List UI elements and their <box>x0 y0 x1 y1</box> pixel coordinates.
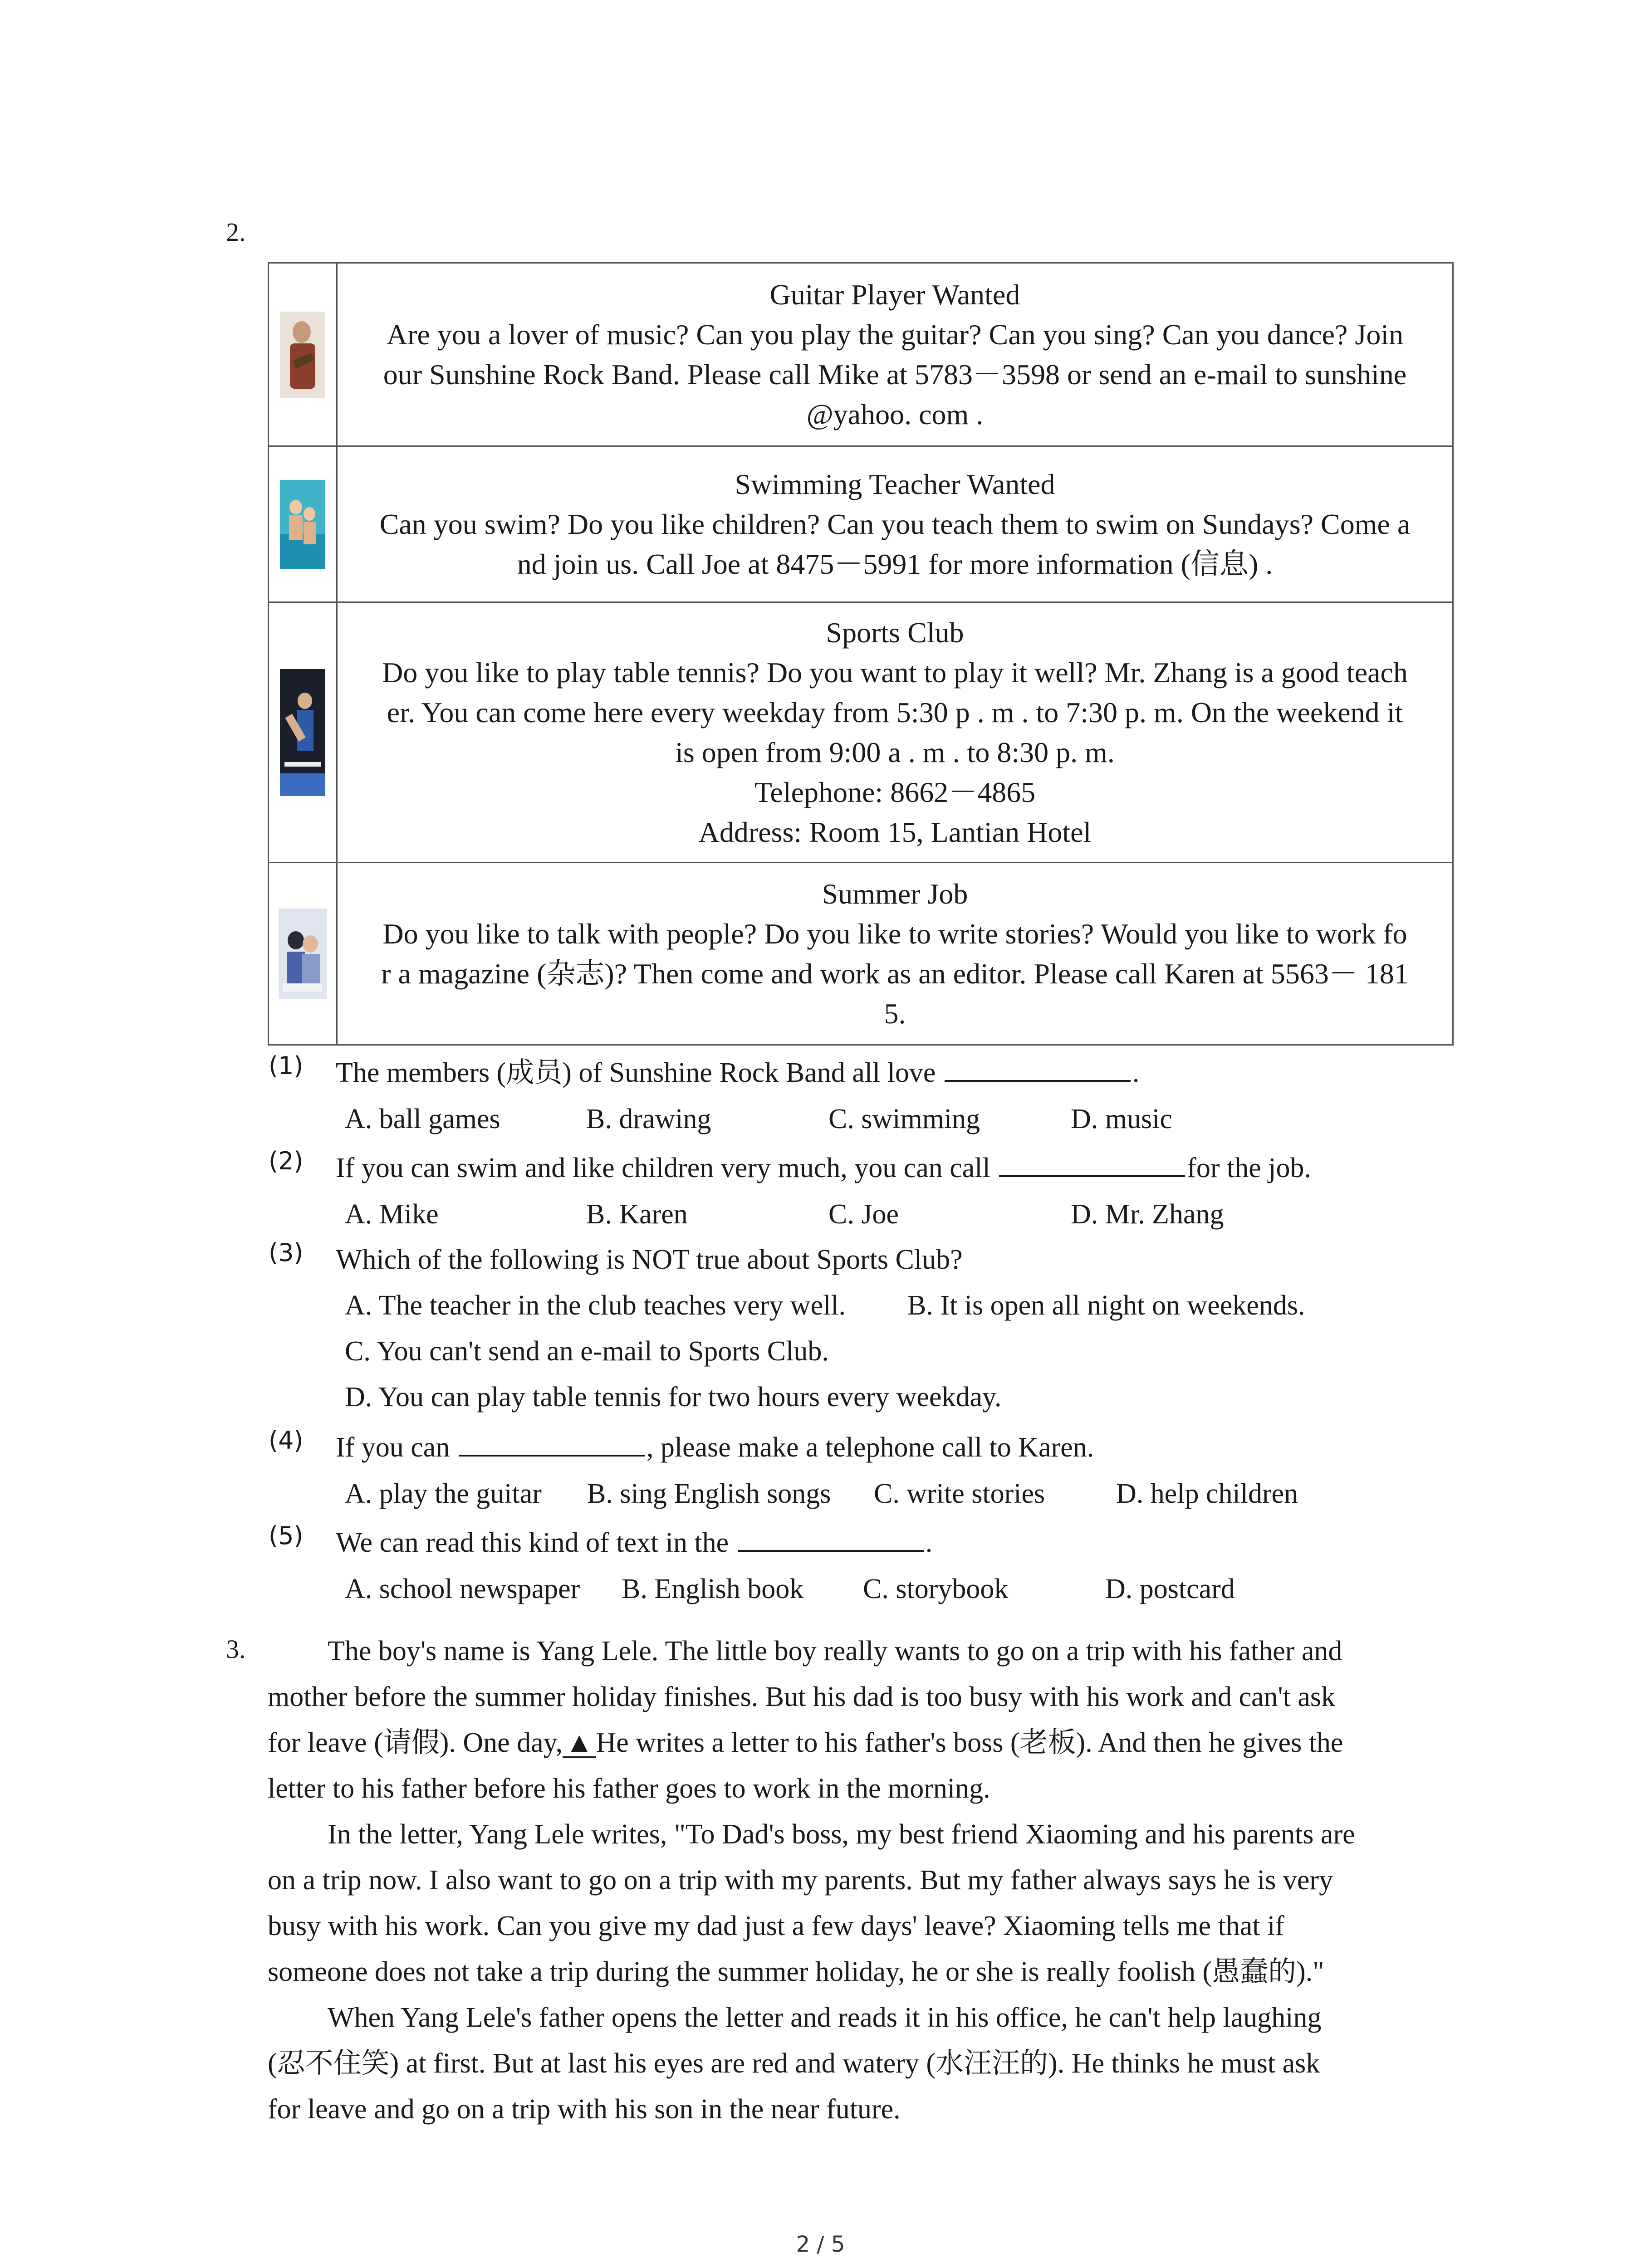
options-row <box>345 1283 1434 1328</box>
subquestion-number: (3) <box>269 1238 304 1267</box>
ad-row-sports-club <box>269 602 1453 863</box>
question-3-number: 3. <box>226 1634 246 1664</box>
option-b[interactable]: B. sing English songs <box>587 1478 831 1509</box>
options-row <box>345 1329 1434 1374</box>
guitar-player-photo-icon <box>280 312 325 398</box>
options-row <box>345 1374 1434 1420</box>
ad-body-guitar <box>337 263 1453 446</box>
ad-line: nd join us. Call Joe at 8475－5991 for more information (信息) . <box>517 547 1273 580</box>
reading-passage <box>268 1628 1465 2132</box>
ad-photo-cell <box>269 602 337 863</box>
option-d[interactable]: D. postcard <box>1105 1574 1235 1604</box>
passage-line: mother before the summer holiday finishes. But his dad is too busy with his work and can't ask <box>268 1681 1336 1712</box>
option-a[interactable]: A. Mike <box>345 1199 439 1230</box>
option-c[interactable]: C. Joe <box>828 1199 899 1230</box>
passage-line: (忍不住笑) at first. But at last his eyes are red and watery (水汪汪的). He thinks he must ask <box>268 2048 1320 2079</box>
option-d[interactable]: D. You can play table tennis for two hours every weekday. <box>345 1382 1002 1413</box>
stem-text: If you can swim and like children very much, you can call <box>336 1153 990 1183</box>
subquestion-stem <box>336 1520 932 1565</box>
question-2-number: 2. <box>226 217 246 247</box>
option-c[interactable]: C. You can't send an e-mail to Sports Club. <box>345 1336 829 1367</box>
ad-line: Telephone: 8662－4865 <box>754 776 1036 808</box>
triangle-blank[interactable]: ▲ <box>563 1729 596 1758</box>
option-a[interactable]: A. ball games <box>345 1104 500 1134</box>
options-row <box>345 1096 1434 1142</box>
option-d[interactable]: D. music <box>1071 1104 1172 1134</box>
ad-line: is open from 9:00 a . m . to 8:30 p. m. <box>675 736 1115 768</box>
ad-body-sports-club <box>337 602 1453 863</box>
passage-text: for leave (请假). One day, <box>268 1727 563 1758</box>
ad-line: @yahoo. com . <box>806 398 984 430</box>
option-b[interactable]: B. drawing <box>586 1104 711 1134</box>
ad-body-swimming <box>337 446 1453 602</box>
stem-text: The members (成员) of Sunshine Rock Band all love <box>336 1057 936 1088</box>
page-number: 2 / 5 <box>796 2232 845 2257</box>
ad-line: r a magazine (杂志)? Then come and work as an editor. Please call Karen at 5563－ 181 <box>381 957 1409 990</box>
ad-title: Guitar Player Wanted <box>769 278 1020 311</box>
ad-photo-cell <box>269 446 337 602</box>
table-tennis-photo-icon <box>280 669 325 796</box>
subquestion-stem: Which of the following is NOT true about Sports Club? <box>336 1244 963 1275</box>
passage-line: The boy's name is Yang Lele. The little boy really wants to go on a trip with his father and <box>328 1636 1342 1667</box>
stem-text: If you can <box>336 1432 450 1463</box>
ad-row-summer-job <box>269 863 1453 1045</box>
passage-line: When Yang Lele's father opens the letter and reads it in his office, he can't help laughing <box>328 2002 1322 2033</box>
ad-line: our Sunshine Rock Band. Please call Mike at 5783－3598 or send an e-mail to sunshine <box>383 358 1407 391</box>
options-row <box>345 1192 1434 1237</box>
option-b[interactable]: B. It is open all night on weekends. <box>907 1290 1305 1321</box>
option-b[interactable]: B. Karen <box>586 1199 688 1230</box>
stem-text: We can read this kind of text in the <box>336 1527 729 1558</box>
ad-title: Swimming Teacher Wanted <box>735 468 1055 500</box>
ad-line: Address: Room 15, Lantian Hotel <box>698 816 1092 848</box>
ad-body-summer-job <box>337 863 1453 1045</box>
answer-blank[interactable] <box>738 1522 924 1552</box>
option-a[interactable]: A. school newspaper <box>345 1574 580 1604</box>
ad-title: Sports Club <box>826 616 964 649</box>
ad-row-guitar <box>269 263 1453 446</box>
ad-line: 5. <box>884 997 906 1030</box>
passage-line: on a trip now. I also want to go on a trip with my parents. But my father always says he is very <box>268 1865 1333 1896</box>
answer-blank[interactable] <box>999 1147 1185 1177</box>
passage-line <box>268 1720 1465 1766</box>
stem-text: , please make a telephone call to Karen. <box>646 1432 1094 1463</box>
subquestion-stem <box>336 1145 1311 1191</box>
answer-blank[interactable] <box>459 1427 645 1457</box>
option-b[interactable]: B. English book <box>622 1574 804 1604</box>
swimming-photo-icon <box>280 480 325 569</box>
subquestion-stem <box>336 1425 1094 1470</box>
passage-line: busy with his work. Can you give my dad just a few days' leave? Xiaoming tells me that if <box>268 1911 1285 1941</box>
subquestion-number: (2) <box>269 1147 304 1175</box>
ad-row-swimming <box>269 446 1453 602</box>
options-row <box>345 1566 1434 1612</box>
editor-photo-icon <box>279 909 327 999</box>
passage-text: He writes a letter to his father's boss (老板). And then he gives the <box>596 1727 1343 1758</box>
subquestion-number: (4) <box>269 1426 304 1455</box>
stem-text: . <box>1132 1057 1140 1088</box>
subquestion-number: (1) <box>269 1051 304 1080</box>
option-d[interactable]: D. help children <box>1116 1478 1298 1509</box>
ad-line: Are you a lover of music? Can you play the guitar? Can you sing? Can you dance? Join <box>386 318 1404 351</box>
option-c[interactable]: C. storybook <box>863 1574 1009 1604</box>
ad-photo-cell <box>269 863 337 1045</box>
passage-line: letter to his father before his father goes to work in the morning. <box>268 1773 990 1804</box>
ad-line: Do you like to talk with people? Do you like to write stories? Would you like to work fo <box>382 917 1407 950</box>
ad-photo-cell <box>269 263 337 446</box>
passage-line: for leave and go on a trip with his son in the near future. <box>268 2094 901 2125</box>
ad-line: er. You can come here every weekday from 5:30 p . m . to 7:30 p. m. On the weekend it <box>387 696 1403 728</box>
subquestion-stem <box>336 1050 1139 1095</box>
option-a[interactable]: A. play the guitar <box>345 1478 542 1509</box>
option-c[interactable]: C. swimming <box>828 1104 980 1134</box>
option-d[interactable]: D. Mr. Zhang <box>1071 1199 1224 1230</box>
option-c[interactable]: C. write stories <box>874 1478 1045 1509</box>
ad-line: Do you like to play table tennis? Do you want to play it well? Mr. Zhang is a good teach <box>382 656 1408 689</box>
ads-table <box>268 262 1454 1046</box>
subquestion-number: (5) <box>269 1521 304 1550</box>
option-a[interactable]: A. The teacher in the club teaches very well. <box>345 1290 846 1321</box>
passage-line: In the letter, Yang Lele writes, "To Dad's boss, my best friend Xiaoming and his parents are <box>328 1819 1355 1850</box>
stem-text: . <box>925 1527 933 1558</box>
ad-title: Summer Job <box>822 877 968 910</box>
stem-text: for the job. <box>1187 1153 1312 1183</box>
answer-blank[interactable] <box>945 1052 1131 1082</box>
options-row <box>345 1471 1479 1516</box>
ad-line: Can you swim? Do you like children? Can you teach them to swim on Sundays? Come a <box>379 508 1411 540</box>
passage-line: someone does not take a trip during the summer holiday, he or she is really foolish (愚蠢的)." <box>268 1956 1324 1987</box>
